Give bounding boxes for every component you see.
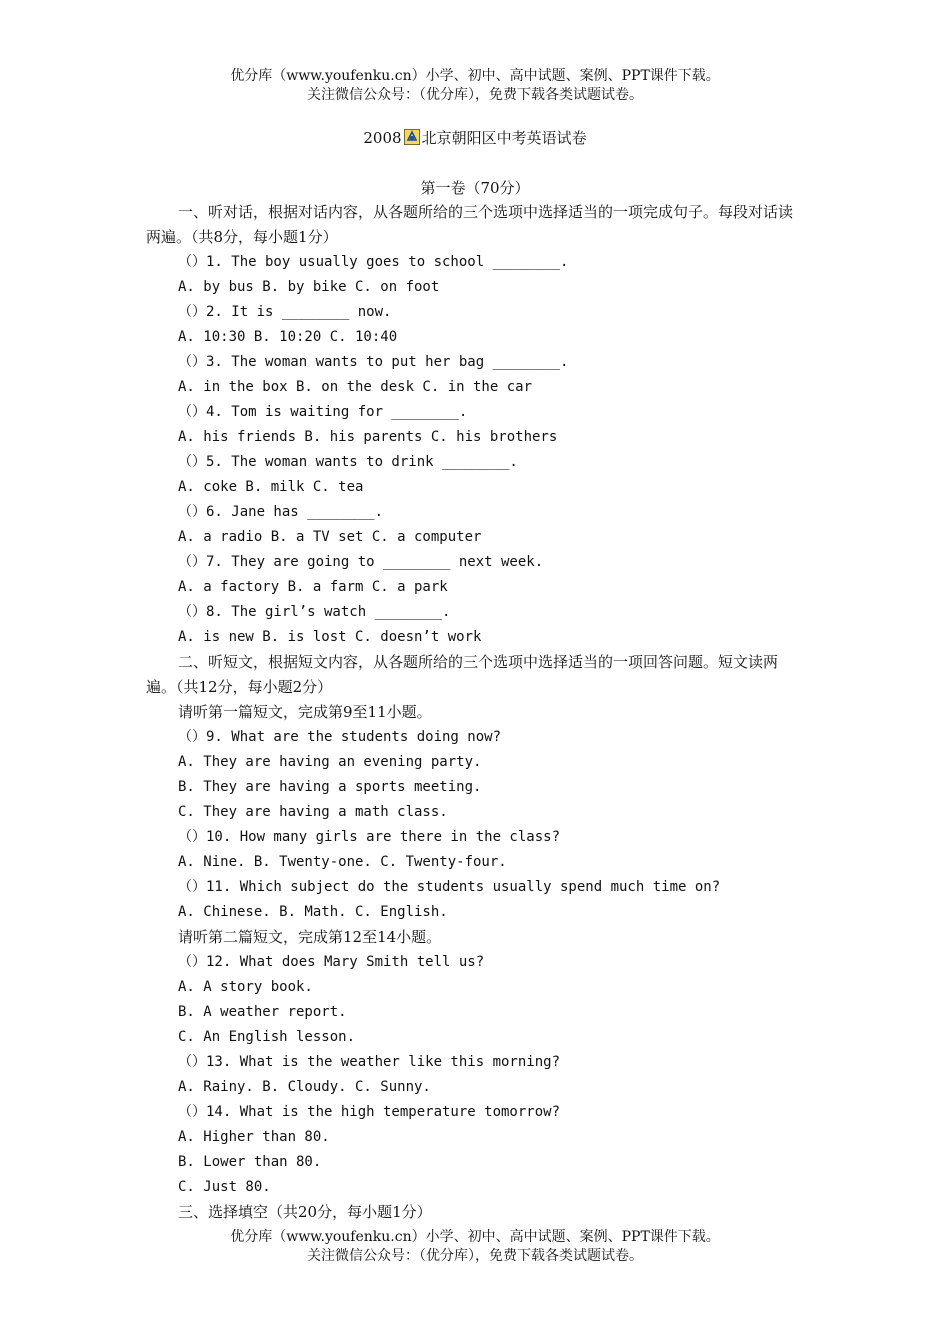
question-5-options: A. coke B. milk C. tea — [178, 479, 364, 495]
question-6-options: A. a radio B. a TV set C. a computer — [178, 529, 482, 545]
page-header — [0, 67, 950, 105]
question-8-options: A. is new B. is lost C. doesn’t work — [178, 629, 482, 645]
passage1-intro: 请听第一篇短文，完成第9至11小题。 — [178, 703, 432, 721]
question-9: （）9. What are the students doing now? — [178, 729, 502, 745]
question-12-option-b: B. A weather report. — [178, 1004, 347, 1020]
section3-instruction: 三、选择填空（共20分，每小题1分） — [178, 1203, 432, 1221]
header-line-1: 优分库（www.youfenku.cn）小学、初中、高中试题、案例、PPT课件下载。 — [230, 68, 720, 84]
question-4-options: A. his friends B. his parents C. his brothers — [178, 429, 558, 445]
page-footer — [0, 1228, 950, 1266]
title-text: 北京朝阳区中考英语试卷 — [421, 129, 587, 147]
question-2: （）2. It is ________ now. — [178, 304, 392, 320]
question-3: （）3. The woman wants to put her bag ________. — [178, 354, 569, 370]
question-14-option-b: B. Lower than 80. — [178, 1154, 322, 1170]
question-14: （）14. What is the high temperature tomorrow? — [178, 1104, 561, 1120]
question-14-option-a: A. Higher than 80. — [178, 1129, 330, 1145]
question-6: （）6. Jane has ________. — [178, 504, 384, 520]
footer-line-1: 优分库（www.youfenku.cn）小学、初中、高中试题、案例、PPT课件下载。 — [230, 1229, 720, 1245]
question-9-option-a: A. They are having an evening party. — [178, 754, 482, 770]
question-8: （）8. The girl’s watch ________. — [178, 604, 451, 620]
question-14-option-c: C. Just 80. — [178, 1179, 271, 1195]
question-11: （）11. Which subject do the students usually spend much time on? — [178, 879, 721, 895]
question-12: （）12. What does Mary Smith tell us? — [178, 954, 485, 970]
question-9-option-b: B. They are having a sports meeting. — [178, 779, 482, 795]
document-link-icon — [404, 129, 420, 145]
question-10-options: A. Nine. B. Twenty-one. C. Twenty-four. — [178, 854, 507, 870]
section2-instruction: 二、听短文，根据短文内容，从各题所给的三个选项中选择适当的一项回答问题。短文读两遍。（共12分，每小题2分） — [146, 653, 779, 696]
question-1-options: A. by bus B. by bike C. on foot — [178, 279, 440, 295]
question-3-options: A. in the box B. on the desk C. in the car — [178, 379, 533, 395]
section1-instruction: 一、听对话，根据对话内容，从各题所给的三个选项中选择适当的一项完成句子。每段对话读两遍。（共8分，每小题1分） — [146, 203, 794, 246]
question-11-options: A. Chinese. B. Math. C. English. — [178, 904, 448, 920]
part-title: 第一卷（70分） — [420, 179, 530, 197]
question-2-options: A. 10:30 B. 10:20 C. 10:40 — [178, 329, 398, 345]
footer-line-2: 关注微信公众号：（优分库），免费下载各类试题试卷。 — [307, 1248, 643, 1264]
question-7-options: A. a factory B. a farm C. a park — [178, 579, 448, 595]
title-year: 2008 — [363, 129, 402, 147]
passage2-intro: 请听第二篇短文，完成第12至14小题。 — [178, 928, 442, 946]
question-5: （）5. The woman wants to drink ________. — [178, 454, 518, 470]
header-line-2: 关注微信公众号：（优分库），免费下载各类试题试卷。 — [307, 87, 643, 103]
question-13: （）13. What is the weather like this morning? — [178, 1054, 561, 1070]
question-12-option-a: A. A story book. — [178, 979, 313, 995]
question-7: （）7. They are going to ________ next week. — [178, 554, 544, 570]
question-1: （）1. The boy usually goes to school ________. — [178, 254, 569, 270]
question-4: （）4. Tom is waiting for ________. — [178, 404, 468, 420]
document-title — [0, 127, 950, 148]
question-12-option-c: C. An English lesson. — [178, 1029, 356, 1045]
question-9-option-c: C. They are having a math class. — [178, 804, 448, 820]
question-10: （）10. How many girls are there in the class? — [178, 829, 561, 845]
question-13-options: A. Rainy. B. Cloudy. C. Sunny. — [178, 1079, 431, 1095]
exam-body — [146, 200, 806, 1225]
